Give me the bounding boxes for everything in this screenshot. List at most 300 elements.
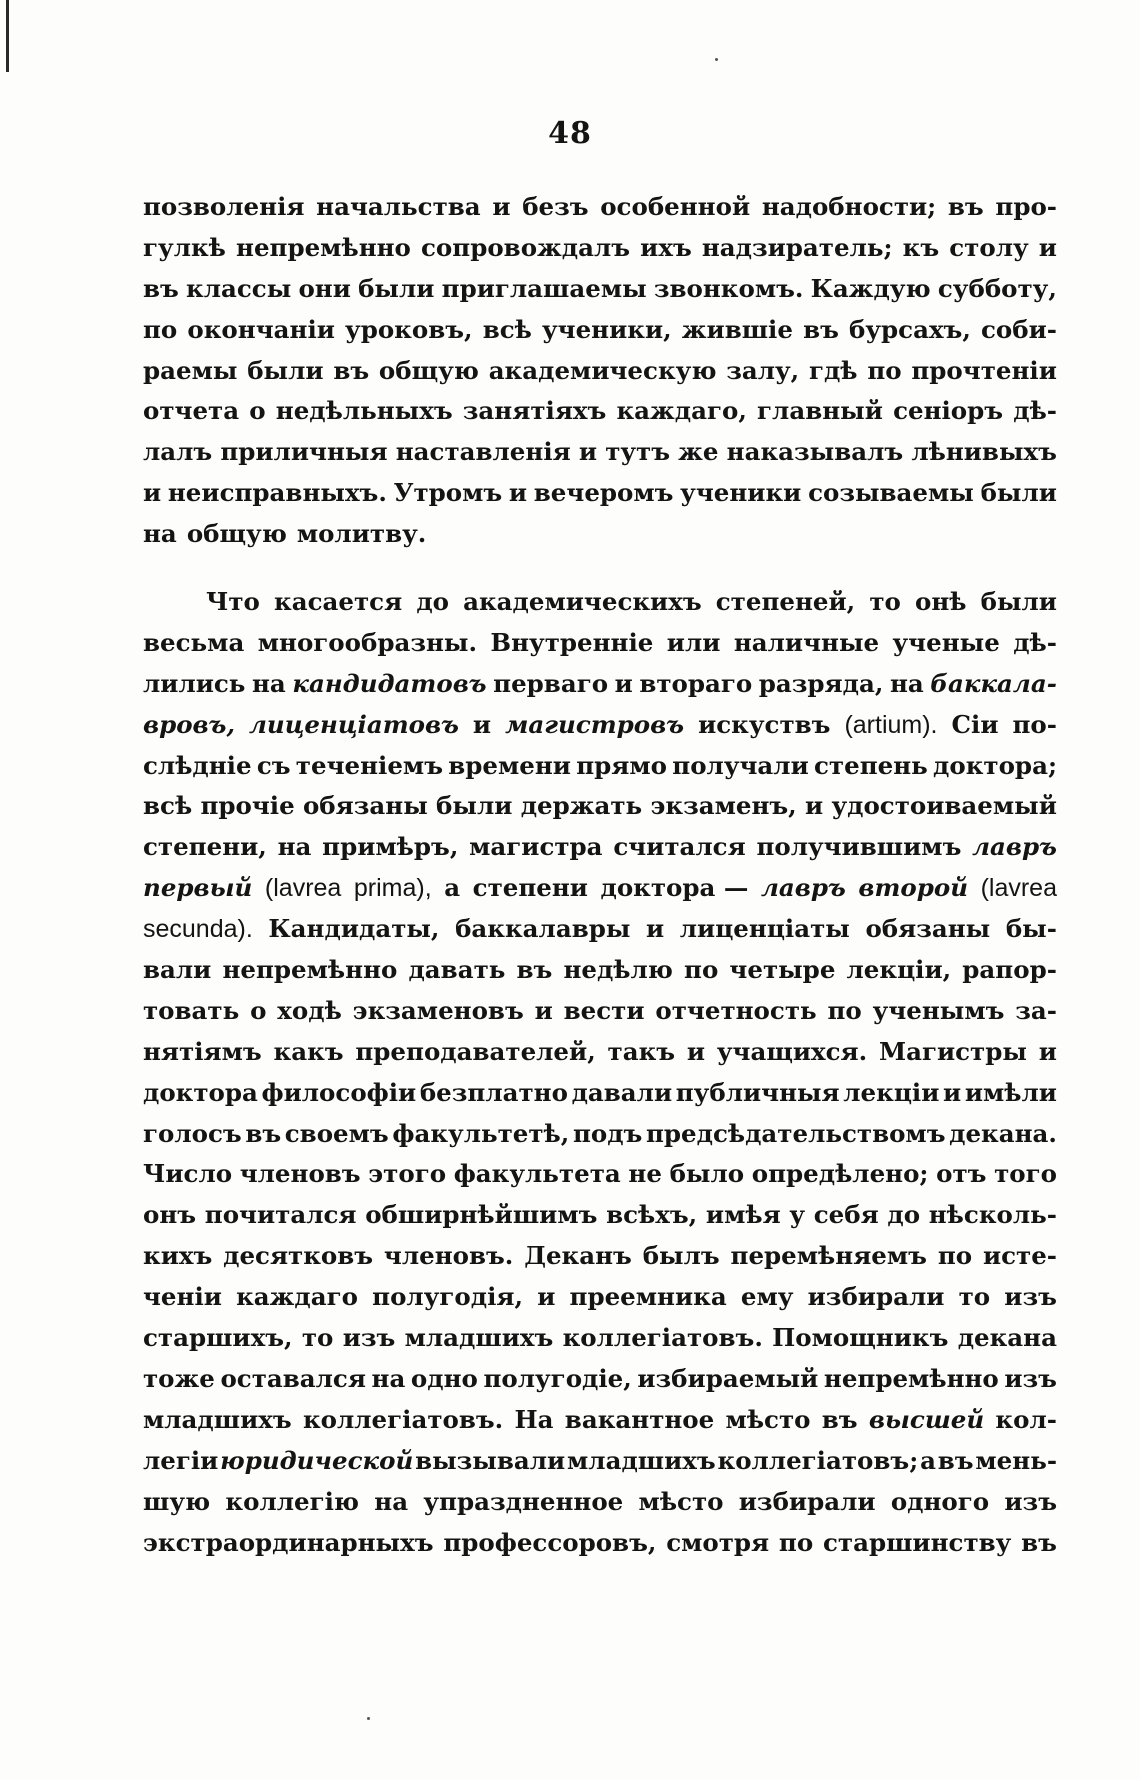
word: исте- (982, 1241, 1057, 1271)
word: были (980, 478, 1057, 508)
word: доктора; (933, 750, 1057, 780)
word: надобности; (761, 192, 937, 221)
text-line (143, 909, 1057, 950)
word: предсѣдательствомъ (645, 1118, 946, 1148)
word: и (614, 668, 633, 698)
word: обязаны (302, 791, 428, 821)
word: бурсахъ, (849, 314, 971, 344)
word: лекціи, (846, 955, 952, 985)
word: отчетность (655, 995, 817, 1025)
word: вровъ, (143, 709, 235, 739)
word: были (980, 587, 1057, 617)
word: ихъ (640, 232, 692, 262)
word: на (889, 668, 924, 698)
word: сопровождалъ (421, 232, 631, 262)
word: почитался (204, 1200, 357, 1230)
word: философіи (261, 1077, 417, 1107)
word: избираемый (637, 1363, 819, 1393)
word: старшинству (822, 1527, 1012, 1557)
word: общую (186, 519, 287, 549)
word: вали (143, 955, 212, 985)
word: въ (947, 192, 984, 221)
word: и (1038, 1036, 1057, 1066)
word: прямо (576, 750, 668, 780)
word: оставался (220, 1363, 366, 1393)
word: въ (937, 1445, 974, 1475)
word: отчета (143, 396, 240, 426)
text-line (143, 1032, 1057, 1073)
word: недѣлю (563, 955, 673, 985)
word: ученики, (541, 314, 672, 344)
word: были (436, 791, 513, 821)
word: Магистры (878, 1036, 1027, 1066)
word: соби- (981, 314, 1057, 344)
word: звонкомъ. (653, 273, 804, 303)
word: имѣли (964, 1077, 1057, 1107)
word: были (358, 273, 435, 303)
text-line (143, 1114, 1057, 1155)
word: мѣсто (725, 1404, 811, 1434)
word: десятковъ (223, 1241, 374, 1271)
word: а (444, 873, 461, 903)
word: о (250, 995, 267, 1025)
word: созываемы (808, 478, 974, 508)
word: по (827, 995, 862, 1025)
word: времени (448, 750, 571, 780)
word: удостоиваемый (831, 791, 1057, 821)
scan-edge-mark (6, 0, 9, 72)
word: шую (143, 1486, 211, 1516)
word: то (301, 1323, 334, 1353)
text-line (143, 1277, 1057, 1318)
word: кихъ (143, 1241, 213, 1271)
text-line (143, 473, 1057, 514)
text-line (143, 664, 1057, 705)
word: онъ (143, 1200, 197, 1230)
word: примѣръ, (322, 832, 459, 862)
word: своемъ (284, 1118, 389, 1148)
word: за- (1015, 995, 1057, 1025)
word: экстраординарныхъ (143, 1527, 434, 1557)
word: разряда, (758, 668, 884, 698)
word: изъ (1004, 1363, 1057, 1393)
text-line (143, 1523, 1057, 1564)
word: безъ (522, 192, 589, 221)
word: общую (378, 355, 479, 385)
word: позволенія (143, 192, 305, 221)
word: магистра (469, 832, 603, 862)
word: магистровъ (505, 709, 685, 739)
text-line (143, 187, 1057, 228)
word: до (416, 587, 449, 617)
word: и (472, 709, 492, 739)
word: ченіи (143, 1282, 222, 1312)
word: по (937, 1241, 973, 1271)
text-line (143, 432, 1057, 473)
word: не (628, 1159, 662, 1189)
word: непремѣнно (236, 232, 411, 262)
word: лавръ (972, 832, 1057, 862)
word: (artium). (844, 710, 938, 739)
word: вызывали (415, 1445, 566, 1475)
word: баккалавры (455, 914, 631, 944)
text-line (143, 1195, 1057, 1236)
word: какъ (273, 1036, 344, 1066)
word: мень- (975, 1445, 1057, 1475)
word: залу, (726, 355, 800, 385)
word: (lavrea (980, 874, 1057, 903)
word: избирали (738, 1486, 876, 1516)
word: въ (333, 355, 370, 385)
word: непремѣнно (823, 1363, 999, 1393)
word: юридической (220, 1445, 414, 1475)
word: ученые (892, 627, 1000, 657)
word: всѣ (143, 791, 193, 821)
text-line (143, 868, 1057, 909)
word: въ (803, 314, 839, 344)
word: отъ (936, 1159, 987, 1189)
word: и (492, 192, 511, 221)
word: дѣ- (1013, 627, 1057, 657)
word: безплатно (419, 1077, 568, 1107)
word: младшихъ (143, 1404, 292, 1434)
text-line (143, 1441, 1057, 1482)
word: лиценціаты (679, 914, 850, 944)
word: наказывалъ (726, 437, 904, 467)
speck-mark (715, 58, 718, 61)
word: имѣя (705, 1200, 781, 1230)
word: вечеромъ (533, 478, 674, 508)
word: голосъ (143, 1118, 242, 1148)
word: нѣсколь- (928, 1200, 1057, 1230)
word: субботу, (937, 273, 1057, 303)
word: и (804, 791, 824, 821)
text-line (143, 991, 1057, 1032)
word: или (666, 627, 721, 657)
text-line (143, 1073, 1057, 1114)
word: лиценціатовъ (249, 709, 459, 739)
word: были (247, 355, 324, 385)
word: старшихъ, (143, 1323, 293, 1353)
word: подъ (572, 1118, 643, 1148)
word: по (684, 955, 719, 985)
word: На (514, 1404, 554, 1434)
word: до (887, 1200, 921, 1230)
speck-mark (367, 1717, 370, 1720)
word: Деканъ (524, 1241, 632, 1271)
word: такъ (607, 1036, 676, 1066)
word: теченіемъ (295, 750, 443, 780)
word: то (869, 587, 901, 617)
word: перемѣняемъ (730, 1241, 927, 1271)
text-line (143, 1482, 1057, 1523)
word: главный (757, 396, 883, 426)
word: тоже (143, 1363, 215, 1393)
word: одно (410, 1363, 478, 1393)
word: бы- (1005, 914, 1057, 944)
word: ходѣ (277, 995, 342, 1025)
word: полугодія, (372, 1282, 524, 1312)
word: и (537, 1282, 556, 1312)
word: декана (957, 1323, 1057, 1353)
word: упраздненное (423, 1486, 624, 1516)
word: на (252, 668, 286, 698)
word: обширнѣйшимъ (365, 1200, 598, 1230)
word: (lavrea (264, 874, 342, 903)
word: каждаго (236, 1282, 358, 1312)
text-line (143, 950, 1057, 991)
word: по- (1012, 709, 1057, 739)
word: приличныя (220, 437, 388, 467)
word: четыре (729, 955, 836, 985)
word: доктора (143, 1077, 258, 1107)
word: по (778, 1527, 814, 1557)
word: давать (408, 955, 506, 985)
word: товать (143, 995, 240, 1025)
word: и (508, 478, 528, 508)
word: Каждую (810, 273, 931, 303)
text-line (143, 269, 1057, 310)
word: въ (1021, 1527, 1057, 1557)
text-line (143, 746, 1057, 787)
word: классы (186, 273, 292, 303)
word: на (374, 1486, 409, 1516)
word: втораго (639, 668, 753, 698)
word: наставленія (395, 437, 571, 467)
word: перваго (493, 668, 609, 698)
word: къ (902, 232, 940, 262)
word: уроковъ, (345, 314, 473, 344)
word: доктора — (600, 873, 749, 903)
word: и (1038, 232, 1057, 262)
word: Сіи (951, 709, 999, 739)
word: себя (813, 1200, 879, 1230)
word: ему (740, 1282, 794, 1312)
word: получали (672, 750, 809, 780)
word: держать (520, 791, 643, 821)
word: этого (368, 1159, 447, 1189)
word: недѣльныхъ (275, 396, 453, 426)
word: младшихъ (567, 1445, 716, 1475)
text-line (143, 1236, 1057, 1277)
word: преемника (569, 1282, 727, 1312)
word: коллегію (225, 1486, 360, 1516)
word: Число (143, 1159, 233, 1189)
text-line (143, 623, 1057, 664)
word: многообразны. (257, 627, 477, 657)
text-line (143, 514, 1057, 555)
word: членовъ (239, 1159, 361, 1189)
word: молитву. (296, 519, 427, 549)
word: сеніоръ (893, 396, 1004, 426)
word: считался (613, 832, 746, 862)
word: гдѣ (808, 355, 858, 385)
paragraph-gap (143, 555, 1057, 582)
text-line (143, 351, 1057, 392)
word: и (686, 1036, 706, 1066)
word: по (143, 314, 178, 344)
word: смотря (666, 1527, 770, 1557)
word: Помощникъ (772, 1323, 949, 1353)
text-line (143, 705, 1057, 746)
word: того (994, 1159, 1057, 1189)
word: о (249, 396, 266, 426)
word: весьма (143, 627, 245, 657)
word: кол- (995, 1404, 1057, 1434)
page-number: 48 (548, 116, 592, 151)
word: secunda). (143, 915, 253, 944)
word: одного (890, 1486, 990, 1516)
word: вакантное (564, 1404, 715, 1434)
word: декана. (949, 1118, 1057, 1148)
text-line (143, 1359, 1057, 1400)
word: съ (256, 750, 291, 780)
word: Утромъ (393, 478, 503, 508)
word: то (958, 1282, 991, 1312)
word: они (298, 273, 351, 303)
word: профессоровъ, (443, 1527, 657, 1557)
word: обязаны (865, 914, 991, 944)
text-line (143, 827, 1057, 868)
word: на (143, 519, 177, 549)
word: касается (274, 587, 403, 617)
word: онѣ (914, 587, 967, 617)
text-line (143, 391, 1057, 432)
word: коллегіатовъ. (302, 1404, 504, 1434)
word: степени (472, 873, 588, 903)
word: и (578, 437, 598, 467)
text-line (143, 228, 1057, 269)
word: особенной (600, 192, 751, 221)
word: у (789, 1200, 806, 1230)
word: полугодіе, (483, 1363, 632, 1393)
word: лавръ (760, 873, 846, 903)
word: на (371, 1363, 406, 1393)
word: же (678, 437, 719, 467)
word: занятіяхъ (462, 396, 607, 426)
word: и (646, 914, 665, 944)
word: преподавателей, (355, 1036, 596, 1066)
word: неисправныхъ. (167, 478, 387, 508)
word: каждаго, (616, 396, 747, 426)
word: окончаніи (187, 314, 335, 344)
word: а (920, 1445, 936, 1475)
word: экзаменъ, (650, 791, 797, 821)
text-line (143, 1154, 1057, 1195)
word: былъ (642, 1241, 720, 1271)
word: первый (143, 873, 253, 903)
word: вести (563, 995, 645, 1025)
text-line (143, 1318, 1057, 1359)
word: получившимъ (756, 832, 962, 862)
word: лѣнивыхъ (911, 437, 1057, 467)
word: академическую (488, 355, 717, 385)
word: по (867, 355, 902, 385)
word: ученики (680, 478, 802, 508)
word: изъ (1004, 1486, 1057, 1516)
word: наличные (733, 627, 880, 657)
body-text (143, 187, 1057, 1563)
word: давали (571, 1077, 673, 1107)
word: и (534, 995, 553, 1025)
word: экзаменовъ (352, 995, 524, 1025)
word: изъ (342, 1323, 396, 1353)
word: было (669, 1159, 745, 1189)
word: коллегіатовъ; (717, 1445, 919, 1475)
word: дѣ- (1013, 396, 1057, 426)
word: и (943, 1077, 962, 1107)
word: всѣ (482, 314, 532, 344)
word: искуствъ (698, 709, 831, 739)
word: всѣхъ, (606, 1200, 698, 1230)
word: Кандидаты, (268, 914, 440, 944)
word: коллегіатовъ. (562, 1323, 763, 1353)
word: столу (949, 232, 1029, 262)
word: факультета (453, 1159, 621, 1189)
word: въ (143, 273, 179, 303)
word: начальства (316, 192, 481, 221)
word: на (277, 832, 312, 862)
word: нятіямъ (143, 1036, 262, 1066)
word: въ (245, 1118, 282, 1148)
word: лалъ (143, 437, 213, 467)
word: второй (858, 873, 969, 903)
word: раемы (143, 355, 238, 385)
word: мѣсто (638, 1486, 724, 1516)
text-line (143, 1400, 1057, 1441)
word: степеней, (715, 587, 856, 617)
word: лекціи (843, 1077, 940, 1107)
word: факультетѣ, (392, 1118, 570, 1148)
word: лились (143, 668, 246, 698)
word: слѣдніе (143, 750, 252, 780)
text-line (143, 310, 1057, 351)
word: легіи (143, 1445, 219, 1475)
word: въ (821, 1404, 858, 1434)
word: изъ (1004, 1282, 1057, 1312)
word: про- (995, 192, 1057, 221)
word: гулкѣ (143, 232, 226, 262)
word: степени, (143, 832, 267, 862)
word: младшихъ (404, 1323, 554, 1353)
word: прочтеніи (911, 355, 1057, 385)
word: баккала- (930, 668, 1057, 698)
word: надзиратель; (701, 232, 893, 262)
word: жившіе (681, 314, 793, 344)
word: непремѣнно (222, 955, 398, 985)
word: степень (814, 750, 928, 780)
word: Внутренніе (490, 627, 654, 657)
word: избирали (807, 1282, 945, 1312)
word: публичныя (675, 1077, 840, 1107)
word: высшей (868, 1404, 985, 1434)
word: prima), (353, 874, 432, 903)
word: рапор- (962, 955, 1057, 985)
word: кандидатовъ (292, 668, 487, 698)
text-line (143, 786, 1057, 827)
word: тутъ (605, 437, 671, 467)
word: въ (516, 955, 553, 985)
word: приглашаемы (441, 273, 647, 303)
word: ученымъ (872, 995, 1005, 1025)
word: членовъ. (383, 1241, 514, 1271)
word: Что (206, 587, 260, 617)
word: учащихся. (716, 1036, 868, 1066)
word: опредѣлено; (751, 1159, 929, 1189)
word: и (143, 478, 162, 508)
word: академическихъ (463, 587, 702, 617)
text-line (143, 582, 1057, 623)
